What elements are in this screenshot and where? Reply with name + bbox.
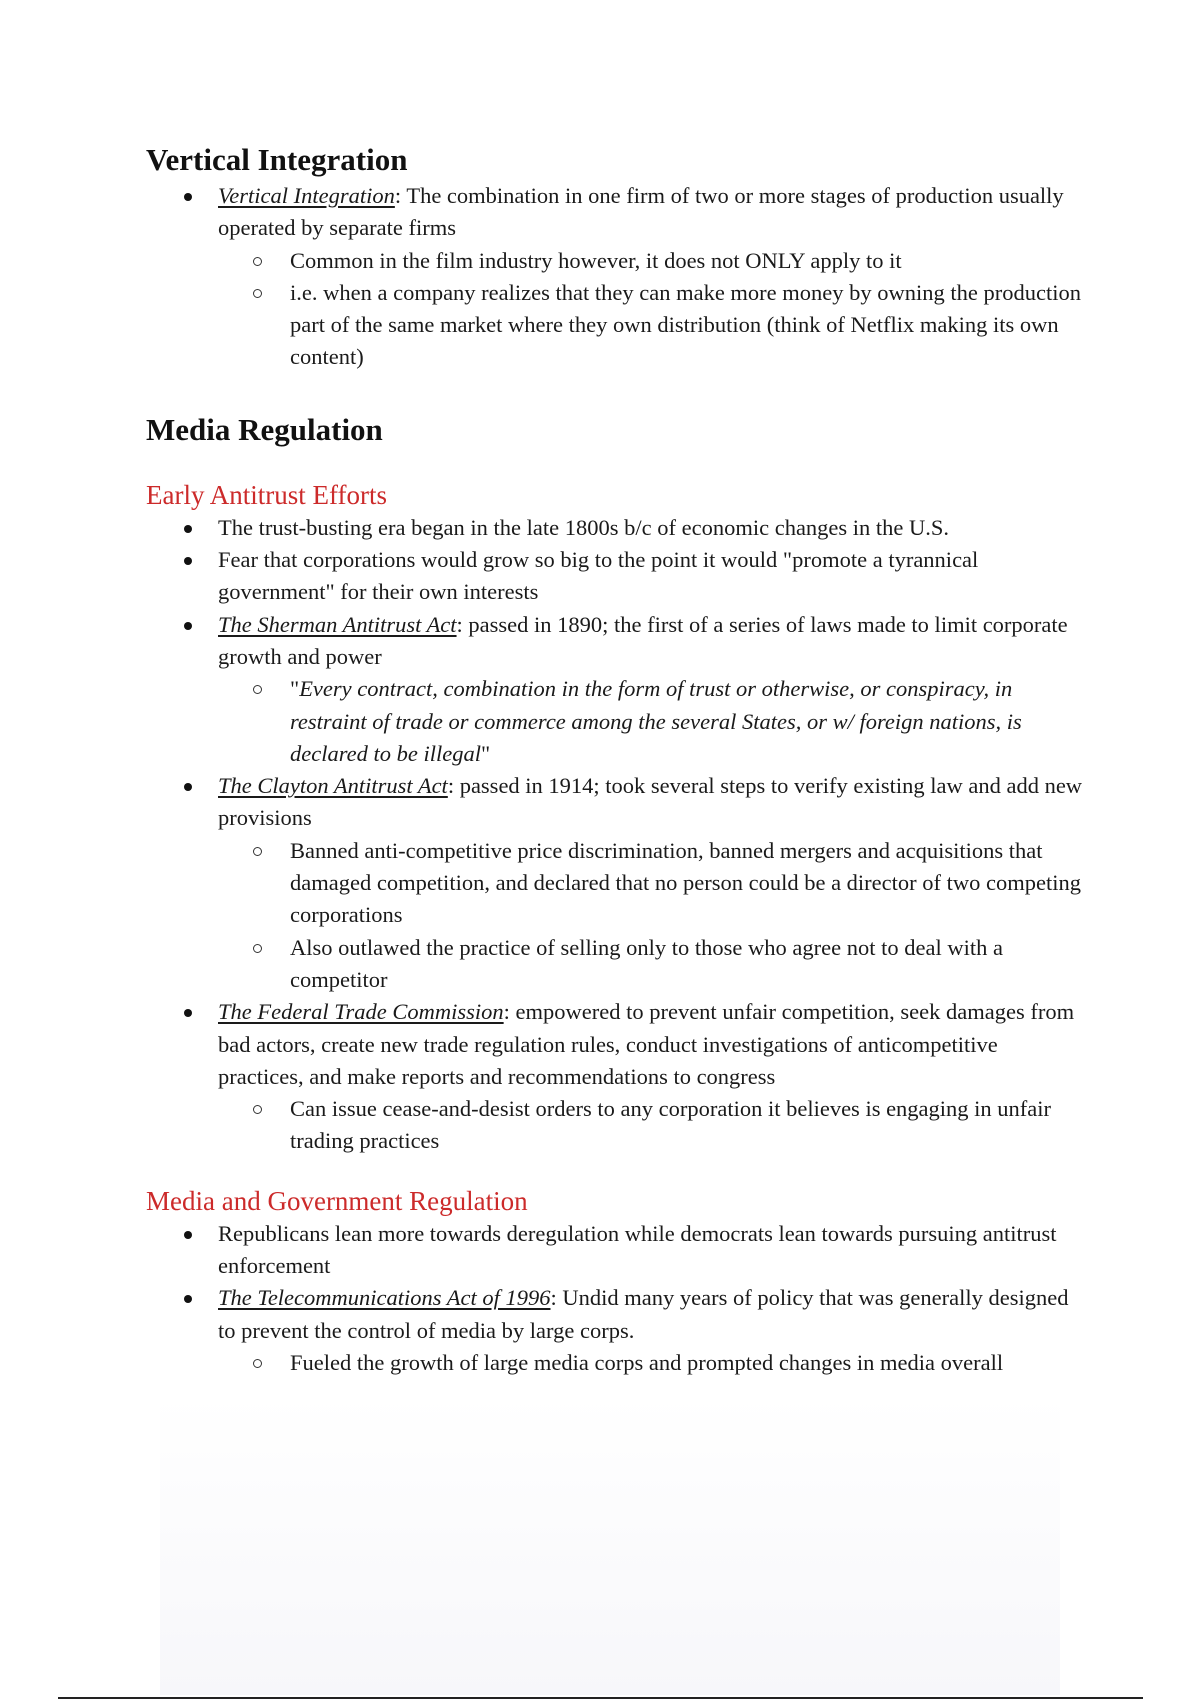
term-ftc: The Federal Trade Commission [218,999,504,1025]
sub-list-item: Can issue cease-and-desist orders to any corporation it believes is engaging in unfair trading practices [218,1093,1086,1158]
heading-vertical-integration: Vertical Integration [146,142,408,177]
list-item [146,1282,1086,1379]
sub-list [218,245,1086,374]
term-telecom-act: The Telecommunications Act of 1996 [218,1285,551,1311]
list-item: The trust-busting era began in the late 1800s b/c of economic changes in the U.S. [146,512,1086,544]
list-item: Republicans lean more towards deregulation while democrats lean towards pursuing antitrust enforcement [146,1218,1086,1283]
list-item [146,609,1086,770]
media-gov-list [146,1218,1086,1379]
heading-media-regulation: Media Regulation [146,411,383,447]
sherman-quote: Every contract, combination in the form of trust or otherwise, or conspiracy, in restraint of trade or commerce among the several States, or w/ foreign nations, is declared to be illegal [290,676,1022,766]
sub-list-item: Fueled the growth of large media corps and prompted changes in media overall [218,1347,1086,1379]
list-item [146,996,1086,1157]
term-clayton-act: The Clayton Antitrust Act [218,773,448,799]
subheading-media-gov-regulation: Media and Government Regulation [146,1185,528,1216]
spacer [146,1158,1086,1184]
vertical-integration-list [146,180,1086,374]
quote-open: " [290,676,300,702]
scan-shading [160,1395,1060,1695]
spacer [146,450,1086,478]
sub-list-item: Also outlawed the practice of selling only to those who agree not to deal with a competitor [218,932,1086,997]
definition-text: : Undid many years of policy that was generally designed to prevent the control of media by large corps. [218,1285,1069,1343]
term-sherman-act: The Sherman Antitrust Act [218,611,457,637]
list-item [146,770,1086,996]
list-item [146,180,1086,374]
footer-divider [58,1697,1143,1699]
sub-list-item: Banned anti-competitive price discrimination, banned mergers and acquisitions that damaged competition, and declared that no person could be a director of two competing corporations [218,835,1086,932]
term-vertical-integration: Vertical Integration [218,183,395,208]
definition-text: : passed in 1890; the first of a series of laws made to limit corporate growth and power [218,611,1068,669]
spacer [146,374,1086,410]
sub-list [218,1093,1086,1158]
subheading-early-antitrust: Early Antitrust Efforts [146,479,387,510]
sub-list [218,673,1086,770]
sub-list-item: Common in the film industry however, it does not ONLY apply to it [218,245,1086,277]
sub-list-item: i.e. when a company realizes that they can make more money by owning the production part of the same market where they own distribution (think of Netflix making its own content) [218,277,1086,374]
early-antitrust-list [146,512,1086,1158]
definition-text: : passed in 1914; took several steps to verify existing law and add new provisions [218,773,1083,831]
quote-close: " [481,740,491,766]
sub-list-item [218,673,1086,770]
list-item: Fear that corporations would grow so big to the point it would "promote a tyrannical government" for their own interests [146,544,1086,609]
sub-list [218,1347,1086,1379]
definition-text: : The combination in one firm of two or more stages of production usually operated by separate firms [218,183,1064,241]
definition-text: : empowered to prevent unfair competition, seek damages from bad actors, create new trade regulation rules, conduct investigations of anticompetitive practices, and make reports and recommendations to congress [218,999,1075,1089]
notes-content [146,140,1086,1379]
sub-list [218,835,1086,996]
